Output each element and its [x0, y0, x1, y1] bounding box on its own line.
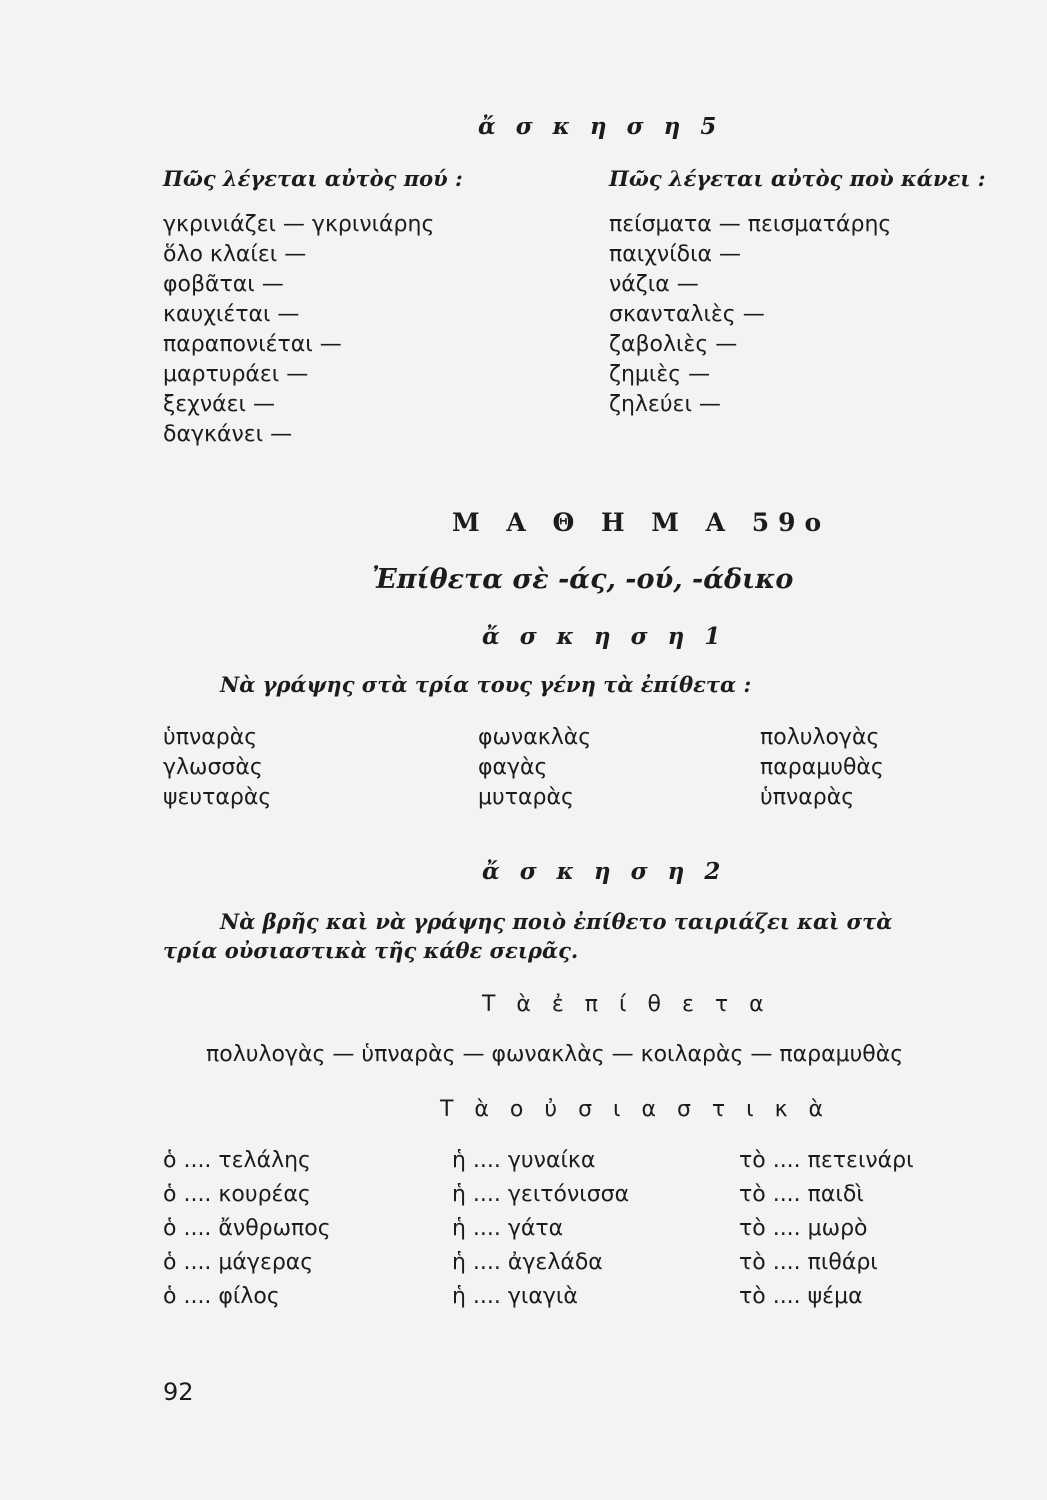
adjective-item: φωνακλὰς [478, 725, 592, 750]
lesson-title: Μ Α Θ Η Μ Α 59ο [452, 508, 831, 537]
noun-row-neuter: τὸ .... πιθάρι [739, 1250, 878, 1275]
adjective-item: ὑπναρὰς [163, 725, 258, 750]
noun-row-neuter: τὸ .... μωρὸ [739, 1216, 868, 1241]
list-item: ὅλο κλαίει — [163, 242, 307, 267]
list-item: μαρτυράει — [163, 362, 309, 387]
exercise-1-column-3 [760, 723, 884, 813]
adjective-item: παραμυθὰς [760, 755, 884, 780]
exercise-2-instruction-line-2: τρία οὐσιαστικὰ τῆς κάθε σειρᾶς. [163, 938, 579, 963]
noun-row-masculine: ὁ .... κουρέας [163, 1182, 311, 1207]
list-item: σκανταλιὲς — [609, 302, 765, 327]
neuter-nouns-column [739, 1146, 914, 1316]
noun-row-masculine: ὁ .... τελάλης [163, 1148, 311, 1173]
page-number: 92 [163, 1378, 194, 1406]
exercise-5-right-header: Πῶς λέγεται αὐτὸς ποὺ κάνει : [609, 166, 986, 191]
exercise-5-left-list [163, 210, 434, 450]
exercise-2-heading: ἄ σ κ η σ η 2 [482, 858, 727, 885]
adjective-item: ψευταρὰς [163, 785, 272, 810]
adjective-item: πολυλογὰς [760, 725, 880, 750]
noun-row-masculine: ὁ .... μάγερας [163, 1250, 314, 1275]
list-item: πείσματα — πεισματάρης [609, 212, 892, 237]
exercise-5-left-header: Πῶς λέγεται αὐτὸς πού : [163, 166, 463, 191]
list-item: παραπονιέται — [163, 332, 342, 357]
adjective-item: γλωσσὰς [163, 755, 263, 780]
noun-row-feminine: ἡ .... ἀγελάδα [452, 1250, 603, 1275]
list-item: φοβᾶται — [163, 272, 284, 297]
noun-row-neuter: τὸ .... παιδὶ [739, 1182, 864, 1207]
exercise-1-instruction: Νὰ γράψης στὰ τρία τους γένη τὰ ἐπίθετα : [220, 672, 752, 697]
list-item: παιχνίδια — [609, 242, 742, 267]
adjective-item: μυταρὰς [478, 785, 574, 810]
exercise-1-heading: ἄ σ κ η σ η 1 [482, 623, 727, 650]
list-item: ζηλεύει — [609, 392, 721, 417]
exercise-5-right-list [609, 210, 891, 420]
noun-row-neuter: τὸ .... ψέμα [739, 1284, 863, 1309]
noun-row-feminine: ἡ .... γιαγιὰ [452, 1284, 578, 1309]
adjectives-list: πολυλογὰς — ὑπναρὰς — φωνακλὰς — κοιλαρὰς — παραμυθὰς [206, 1042, 904, 1067]
noun-row-feminine: ἡ .... γυναίκα [452, 1148, 596, 1173]
list-item: νάζια — [609, 272, 699, 297]
noun-row-masculine: ὁ .... ἄνθρωπος [163, 1216, 331, 1241]
exercise-2-instruction-line-1: Νὰ βρῆς καὶ νὰ γράψης ποιὸ ἐπίθετο ταιριάζει καὶ στὰ [220, 909, 893, 934]
adjective-item: φαγὰς [478, 755, 548, 780]
masculine-nouns-column [163, 1146, 331, 1316]
list-item: ζαβολιὲς — [609, 332, 738, 357]
exercise-5-heading: ἄ σ κ η σ η 5 [478, 113, 723, 140]
noun-row-neuter: τὸ .... πετεινάρι [739, 1148, 914, 1173]
list-item: δαγκάνει — [163, 422, 293, 447]
list-item: ξεχνάει — [163, 392, 275, 417]
list-item: ζημιὲς — [609, 362, 711, 387]
noun-row-feminine: ἡ .... γάτα [452, 1216, 564, 1241]
adjective-item: ὑπναρὰς [760, 785, 855, 810]
lesson-subtitle: Ἐπίθετα σὲ -άς, -ού, -άδικο [372, 564, 794, 595]
nouns-heading: Τ ὰ ο ὐ σ ι α σ τ ι κ ὰ [440, 1097, 831, 1122]
list-item: καυχιέται — [163, 302, 300, 327]
noun-row-feminine: ἡ .... γειτόνισσα [452, 1182, 630, 1207]
noun-row-masculine: ὁ .... φίλος [163, 1284, 280, 1309]
exercise-1-column-1 [163, 723, 271, 813]
feminine-nouns-column [452, 1146, 629, 1316]
list-item: γκρινιάζει — γκρινιάρης [163, 212, 435, 237]
exercise-1-column-2 [478, 723, 591, 813]
adjectives-heading: Τ ὰ ἐ π ί θ ε τ α [482, 992, 771, 1017]
